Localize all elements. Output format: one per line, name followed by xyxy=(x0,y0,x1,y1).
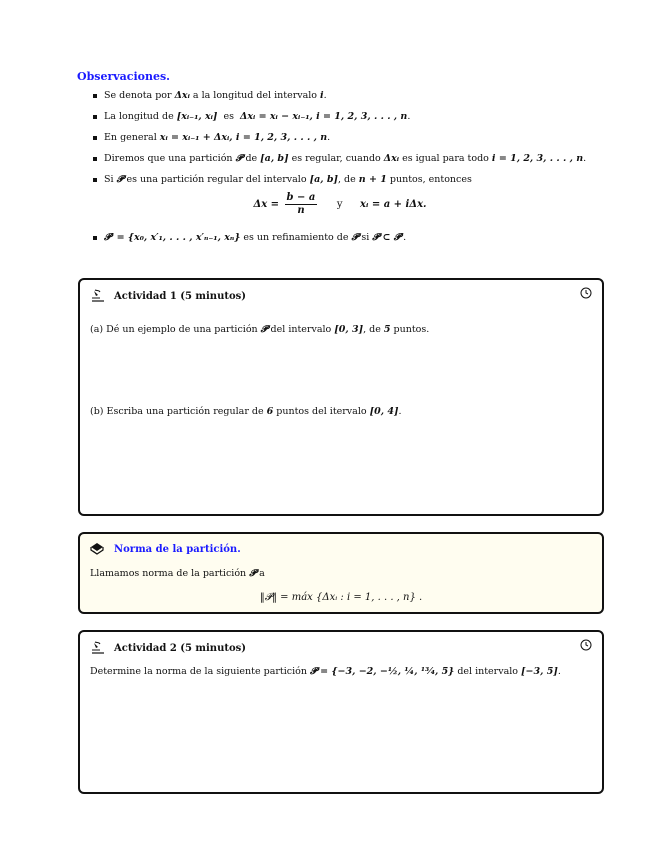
norma-box xyxy=(78,532,604,614)
actividad-2-box xyxy=(78,630,604,794)
list-item: La longitud de [xᵢ₋₁, xᵢ] es Δxᵢ = xᵢ − xᵢ₋₁, i = 1, 2, 3, . . . , n. xyxy=(92,111,612,132)
pencil-write-icon xyxy=(90,289,106,303)
list-item: Si 𝓟 es una partición regular del intervalo [a, b], de n + 1 puntos, entonces Δx = $\frac{b - a}{n}$ y xᵢ = a + iΔx. xyxy=(92,174,612,232)
list-item: Diremos que una partición 𝓟 de [a, b] es regular, cuando Δxᵢ es igual para todo i = 1, 2, 3, . . . , n. xyxy=(92,153,612,174)
observaciones-list xyxy=(92,90,612,244)
actividad-1-item-b: (b) Escriba una partición regular de 6 puntos del itervalo [0, 4]. xyxy=(90,406,402,417)
clock-icon xyxy=(580,639,592,651)
norma-title: Norma de la partición. xyxy=(114,543,241,555)
book-icon xyxy=(90,542,104,556)
norma-formula: ‖𝓟‖ = máx {Δxᵢ : i = 1, . . . , n} . xyxy=(259,592,423,603)
pencil-write-icon xyxy=(90,641,106,655)
observaciones-title: Observaciones. xyxy=(77,70,171,83)
list-item: En general xᵢ = xᵢ₋₁ + Δxᵢ, i = 1, 2, 3, . . . , n. xyxy=(92,132,612,153)
list-item: 𝓟′ = {x₀, x′₁, . . . , x′ₙ₋₁, xₙ} es un refinamiento de 𝓟 si 𝓟 ⊂ 𝓟′. xyxy=(92,232,612,244)
clock-icon xyxy=(580,287,592,299)
regular-partition-formula: Δx = $\frac{b - a}{n}$ y xᵢ = a + iΔx. xyxy=(253,192,427,216)
actividad-2-text: Determine la norma de la siguiente partición 𝓟 = {−3, −2, −½, ¼, ¹³⁄₄, 5} del intervalo [−3, 5]. xyxy=(90,666,561,677)
actividad-1-item-a: (a) Dé un ejemplo de una partición 𝓟 del intervalo [0, 3], de 5 puntos. xyxy=(90,324,430,335)
actividad-1-box xyxy=(78,278,604,516)
actividad-2-title: Actividad 2 (5 minutos) xyxy=(114,642,247,654)
actividad-1-title: Actividad 1 (5 minutos) xyxy=(114,290,247,302)
norma-text: Llamamos norma de la partición 𝓟 a xyxy=(90,568,265,579)
actividad-1-header xyxy=(90,289,246,303)
actividad-2-header xyxy=(90,641,246,655)
list-item: Se denota por Δxᵢ a la longitud del intervalo i. xyxy=(92,90,612,111)
norma-header xyxy=(90,542,241,556)
